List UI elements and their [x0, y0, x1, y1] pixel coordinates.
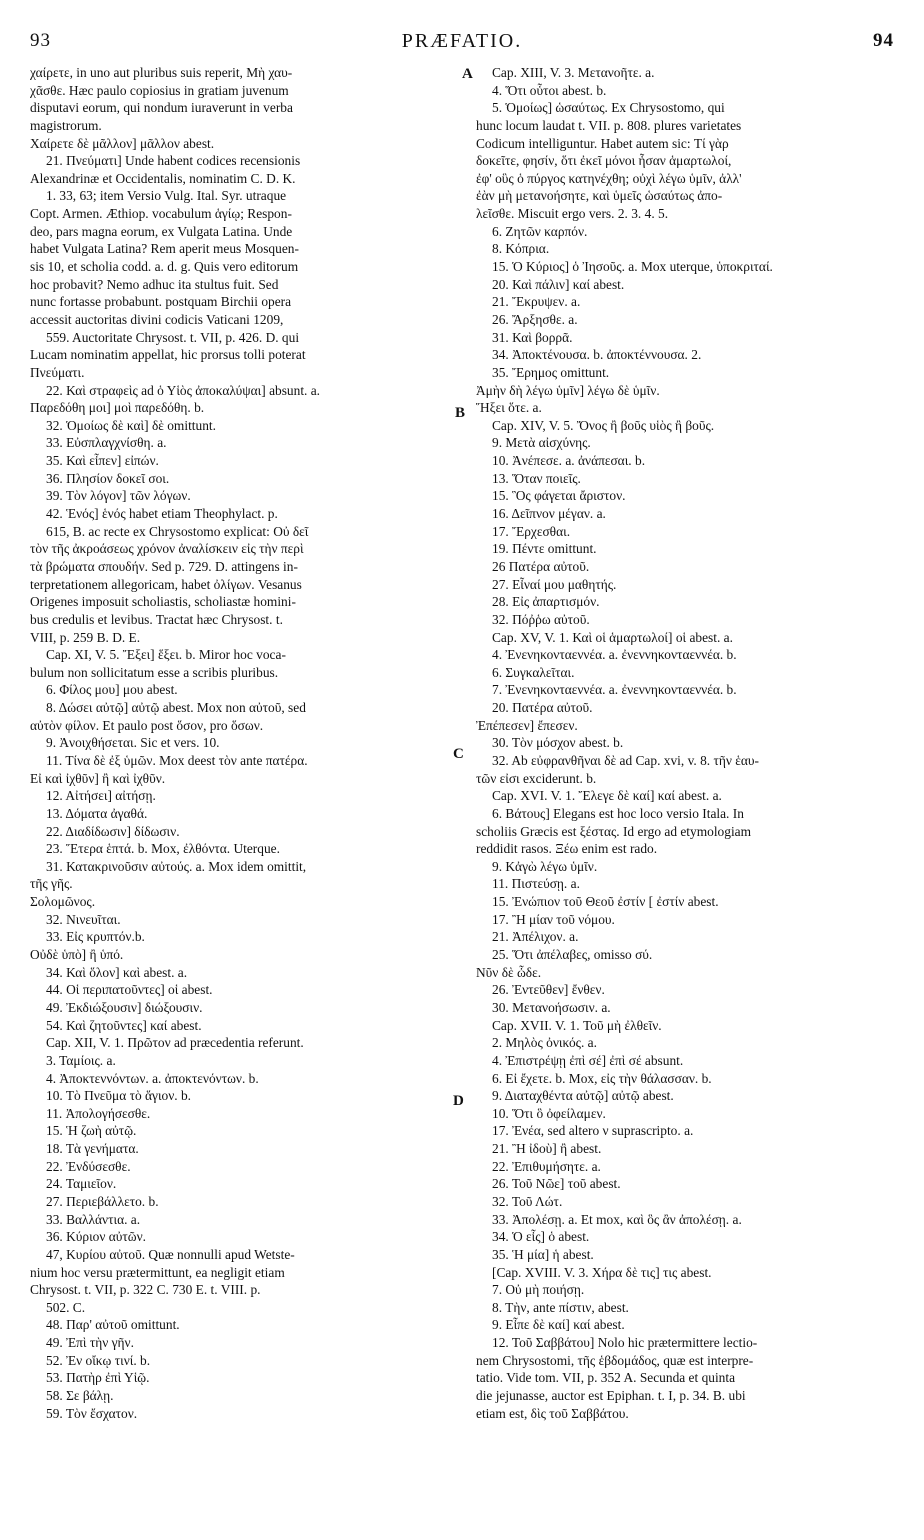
text-line: Σολομῶνος.	[30, 894, 96, 910]
text-line: 24. Ταμιεῖον.	[46, 1176, 117, 1192]
text-line: 4. Ὅτι οὗτοι abest. b.	[492, 82, 607, 98]
text-line: 11. Τίνα δὲ ἐξ ὑμῶν. Mox deest τὸν ante πατέρα.	[46, 752, 308, 768]
text-line: 502. C.	[46, 1299, 86, 1315]
text-line: 8. Τὴν, ante πίστιν, abest.	[492, 1299, 629, 1315]
text-line: 15. Ὃς φάγεται ἄριστον.	[492, 488, 626, 504]
text-line: 12. Τοῦ Σαββάτου] Nolo hic prætermittere lectio-	[492, 1335, 758, 1351]
text-line: 26 Πατέρα αὐτοῦ.	[492, 558, 590, 574]
text-line: Origenes imposuit scholiastis, scholiastæ homini-	[30, 594, 296, 610]
text-line: 6. Ζητῶν καρπόν.	[492, 223, 588, 239]
text-line: 54. Καὶ ζητοῦντες] καί abest.	[46, 1017, 202, 1033]
text-line: 33. Εὐσπλαγχνίσθη. a.	[46, 435, 167, 451]
text-line: Cap. XIV, V. 5. Ὄνος ἢ βοῦς υἱὸς ἢ βοῦς.	[492, 417, 715, 433]
text-line: 21. Ἔκρυψεν. a.	[492, 294, 581, 310]
text-line: 31. Καὶ βορρᾶ.	[492, 329, 573, 345]
text-line: 22. Ἐπιθυμήσητε. a.	[492, 1158, 601, 1174]
text-line: 9. Κἀγὼ λέγω ὑμῖν.	[492, 858, 598, 874]
text-line: 16. Δεῖπνον μέγαν. a.	[492, 506, 606, 522]
page-title: PRÆFATIO.	[401, 30, 523, 52]
text-line: Ἥξει ὅτε. a.	[476, 400, 542, 416]
text-line: hoc probavit? Nemo adhuc ita stultus fuit. Sed	[30, 276, 279, 292]
text-line: 36. Πλησίον δοκεῖ σοι.	[46, 470, 170, 486]
text-line: 49. Ἐκδιώξουσιν] διώξουσιν.	[46, 999, 203, 1015]
text-line: Ἀμὴν δὴ λέγω ὑμῖν] λέγω δὲ ὑμῖν.	[476, 382, 660, 398]
text-line: 42. Ἑνός] ἑνός habet etiam Theophylact. p.	[46, 506, 278, 522]
text-line: 9. Ἀνοιχθήσεται. Sic et vers. 10.	[46, 735, 220, 751]
left-column	[30, 64, 448, 1422]
text-line: Cap. XIII, V. 3. Μετανοῆτε. a.	[492, 65, 655, 80]
text-line: 22. Διαδίδωσιν] δίδωσιν.	[46, 823, 180, 839]
text-line: VIII, p. 259 B. D. E.	[30, 629, 141, 645]
text-line: 15. Ὁ Κύριος] ὁ Ἰησοῦς. a. Mox uterque, ὑποκριταί.	[492, 259, 773, 275]
text-line: 10. Ὅτι ὃ ὀφείλαμεν.	[492, 1105, 606, 1121]
text-line: 33. Βαλλάντια. a.	[46, 1211, 141, 1227]
text-line: 1. 33, 63; item Versio Vulg. Ital. Syr. utraque	[46, 188, 287, 204]
text-line: 10. Ἀνέπεσε. a. ἀνάπεσαι. b.	[492, 453, 646, 469]
text-line: 4. Ἐνενηκονταεννέα. a. ἐνεννηκονταεννέα. b.	[492, 647, 737, 663]
text-line: Cap. XII, V. 1. Πρῶτον ad præcedentia referunt.	[46, 1035, 304, 1051]
text-line: 2. Μηλὸς ὀνικός. a.	[492, 1035, 597, 1051]
text-line: 33. Εἰς κρυπτόν.b.	[46, 929, 145, 945]
text-line: αὐτὸν φίλον. Et paulo post ὅσον, pro ὅσων.	[30, 717, 264, 733]
text-line: Παρεδόθη μοι] μοὶ παρεδόθη. b.	[30, 400, 205, 416]
text-line: 3. Ταμίοις. a.	[46, 1052, 116, 1068]
text-line: ἐφ' οὓς ὁ πύργος κατηνέχθη; οὐχὶ λέγω ὑμῖν, ἀλλ'	[476, 170, 742, 186]
text-line: [Cap. XVIII. V. 3. Χήρα δὲ τις] τις abest.	[492, 1264, 712, 1280]
text-line: 11. Πιστεύσῃ. a.	[492, 876, 580, 892]
text-line: 23. Ἕτερα ἑπτά. b. Mox, ἐλθόντα. Uterque.	[46, 841, 280, 857]
text-line: Πνεύματι.	[30, 364, 85, 380]
text-line: accessit auctoritas divini codicis Vaticani 1209,	[30, 311, 284, 327]
text-line: 6. Βάτους] Elegans est hoc loco versio Itala. In	[492, 805, 744, 821]
text-line: 31. Κατακρινοῦσιν αὐτούς. a. Mox idem omittit,	[46, 858, 307, 874]
text-line: 615, B. ac recte ex Chrysostomo explicat: Οὐ δεῖ	[46, 523, 309, 539]
text-line: 35. Ἔρημος omittunt.	[492, 364, 610, 380]
text-line: ἐὰν μὴ μετανοήσητε, καὶ ὑμεῖς ὡσαύτως ἀπο-	[476, 188, 723, 204]
text-line: 5. Ὁμοίως] ὡσαύτως. Ex Chrysostomo, qui	[492, 100, 725, 116]
text-line: 21. Ἀπέλιχον. a.	[492, 929, 579, 945]
text-line: 4. Ἐπιστρέψῃ ἐπὶ σέ] ἐπὶ σέ absunt.	[492, 1052, 684, 1068]
text-line: 58. Σε βάλῃ.	[46, 1388, 114, 1404]
text-line: 49. Ἐπὶ τὴν γῆν.	[46, 1335, 134, 1351]
page-header	[30, 30, 894, 58]
text-line: tatio. Vide tom. VII, p. 352 A. Secunda et quinta	[476, 1370, 736, 1386]
text-line: 32. Ab εὐφρανθῆναι δὲ ad Cap. xvi, v. 8. τῆν ἑαυ-	[492, 752, 759, 768]
margin-marker-d: D	[453, 1093, 464, 1109]
text-line: 20. Καὶ πάλιν] καί abest.	[492, 276, 625, 292]
text-line: 15. Ἡ ζωὴ αὐτῷ.	[46, 1123, 137, 1139]
text-line: 26. Ἐντεῦθεν] ἔνθεν.	[492, 982, 605, 998]
text-line: 26. Τοῦ Νῶε] τοῦ abest.	[492, 1176, 621, 1192]
text-line: 9. Διαταχθέντα αὐτῷ] αὐτῷ abest.	[492, 1088, 674, 1104]
text-line: 47, Κυρίου αὐτοῦ. Quæ nonnulli apud Wetste-	[46, 1246, 295, 1262]
text-line: Cap. XVII. V. 1. Τοῦ μὴ ἐλθεῖν.	[492, 1017, 662, 1033]
text-line: τὸν τῆς ἀκροάσεως χρόνον ἀναλίσκειν εἰς τὴν περὶ	[30, 541, 304, 557]
text-line: 20. Πατέρα αὐτοῦ.	[492, 700, 593, 716]
text-line: 21. Πνεύματι] Unde habent codices recensionis	[46, 153, 301, 169]
margin-marker-a: A	[462, 66, 473, 82]
text-line: 4. Ἀποκτεννόντων. a. ἀποκτενόντων. b.	[46, 1070, 259, 1086]
text-line: 27. Περιεβάλλετο. b.	[46, 1194, 159, 1209]
text-line: 35. Ἡ μία] ἡ abest.	[492, 1246, 594, 1262]
text-line: 6. Εἰ ἔχετε. b. Mox, εἰς τὴν θάλασσαν. b.	[492, 1070, 712, 1086]
text-line: Νῦν δὲ ὧδε.	[476, 964, 542, 980]
text-line: magistrorum.	[30, 117, 102, 133]
text-line: 22. Ἐνδύσεσθε.	[46, 1158, 131, 1174]
text-line: 6. Φίλος μου] μου abest.	[46, 682, 178, 698]
text-line: 17. Ἐνέα, sed altero ν suprascripto. a.	[492, 1123, 694, 1139]
text-line: 15. Ἐνώπιον τοῦ Θεοῦ ἐστίν [ ἐστίν abest.	[492, 894, 719, 910]
text-line: 39. Τὸν λόγον] τῶν λόγων.	[46, 488, 191, 504]
text-line: nunc fortasse probabunt. postquam Birchii opera	[30, 294, 292, 310]
text-line: scholiis Græcis est ξέστας. Id ergo ad etymologiam	[476, 823, 752, 839]
text-line: 28. Εἰς ἀπαρτισμόν.	[492, 594, 600, 610]
margin-marker-b: B	[455, 405, 466, 421]
text-line: 10. Τὸ Πνεῦμα τὸ ἅγιον. b.	[46, 1088, 192, 1104]
text-line: 30. Τὸν μόσχον abest. b.	[492, 735, 624, 751]
text-line: 32. Πόῤῥω αὐτοῦ.	[492, 611, 590, 627]
text-line: 32. Ὁμοίως δὲ καὶ] δὲ omittunt.	[46, 417, 216, 433]
text-line: Chrysost. t. VII, p. 322 C. 730 E. t. VIII. p.	[30, 1282, 261, 1298]
text-line: Cap. XVI. V. 1. Ἔλεγε δὲ καί] καί abest. a.	[492, 788, 722, 804]
text-line: nem Chrysostomi, τῆς ἑβδομάδος, quæ est interpre-	[476, 1352, 754, 1368]
text-line: 34. Καὶ ὅλον] καὶ abest. a.	[46, 964, 188, 980]
text-line: deo, pars magna eorum, ex Vulgata Latina. Unde	[30, 223, 293, 239]
text-line: 34. Ὁ εἷς] ὁ abest.	[492, 1229, 590, 1245]
text-line: hunc locum laudat t. VII. p. 808. plures varietates	[476, 117, 742, 133]
text-line: 21. Ἢ ἰδοὺ] ἢ abest.	[492, 1141, 602, 1157]
text-line: 30. Μετανοήσωσιν. a.	[492, 999, 611, 1015]
text-line: Cap. XV, V. 1. Καὶ οἱ ἁμαρτωλοί] οἱ abest. a.	[492, 629, 733, 645]
text-line: sis 10, et scholia codd. a. d. g. Quis vero editorum	[30, 259, 299, 275]
text-line: Lucam nominatim appellat, hic prorsus tolli poterat	[30, 347, 306, 363]
text-line: 44. Οἱ περιπατοῦντες] οἱ abest.	[46, 982, 213, 998]
text-line: 12. Αἰτήσει] αἰτήσῃ.	[46, 788, 156, 804]
text-line: 19. Πέντε omittunt.	[492, 541, 597, 557]
text-line: χᾶσθε. Hæc paulo copiosius in gratiam juvenum	[30, 82, 289, 98]
text-line: 9. Μετὰ αἰσχύνης.	[492, 435, 591, 451]
text-line: 6. Συγκαλεῖται.	[492, 664, 575, 680]
text-line: 26. Ἄρξησθε. a.	[492, 311, 578, 327]
text-line: reddidit rasos. Ξέω enim est rado.	[476, 841, 658, 857]
text-line: 34. Ἀποκτένουσα. b. ἀποκτέννουσα. 2.	[492, 347, 702, 363]
text-line: 17. Ἔρχεσθαι.	[492, 523, 571, 539]
text-line: 8. Κόπρια.	[492, 241, 550, 257]
text-line: bus credulis et levibus. Tractat hæc Chrysost. t.	[30, 611, 283, 627]
text-line: 48. Παρ' αὐτοῦ omittunt.	[46, 1317, 180, 1333]
text-line: 35. Καὶ εἶπεν] εἰπών.	[46, 453, 159, 469]
text-line: 559. Auctoritate Chrysost. t. VII, p. 426. D. qui	[46, 329, 300, 345]
text-line: disputavi eorum, qui nondum iuraverunt in verba	[30, 100, 293, 116]
text-line: λεῖσθε. Miscuit ergo vers. 2. 3. 4. 5.	[476, 206, 669, 222]
text-line: Copt. Armen. Æthiop. vocabulum ἁγίῳ; Respon-	[30, 206, 292, 222]
text-line: 8. Δώσει αὐτῷ] αὐτῷ abest. Mox non αὐτοῦ, sed	[46, 700, 306, 716]
text-line: 36. Κύριον αὐτῶν.	[46, 1229, 147, 1245]
text-line: 32. Τοῦ Λώτ.	[492, 1194, 563, 1209]
text-line: 9. Εἶπε δὲ καί] καί abest.	[492, 1317, 625, 1333]
text-line: bulum non sollicitatum esse a scribis pluribus.	[30, 664, 279, 680]
text-line: χαίρετε, in uno aut pluribus suis reperit, Μὴ χαυ-	[30, 65, 293, 80]
text-line: 17. Ἢ μίαν τοῦ νόμου.	[492, 911, 615, 927]
text-line: Εἰ καὶ ἰχθῦν] ἢ καὶ ἰχθῦν.	[30, 770, 166, 786]
text-line: 59. Τὸν ἔσχατον.	[46, 1405, 138, 1421]
text-line: Alexandrinæ et Occidentalis, nominatim C. D. K.	[30, 170, 296, 186]
text-line: 7. Οὐ μὴ ποιήσῃ.	[492, 1282, 585, 1298]
text-line: 32. Νινευῖται.	[46, 911, 121, 927]
text-line: δοκεῖτε, φησίν, ὅτι ἐκεῖ μόνοι ἦσαν ἁμαρτωλοί,	[476, 153, 732, 169]
text-line: Ἐπέπεσεν] ἔπεσεν.	[476, 717, 578, 733]
text-line: τῆς γῆς.	[30, 876, 73, 892]
text-line: habet Vulgata Latina? Rem aperit meus Mosquen-	[30, 241, 299, 257]
text-line: τὰ βρώματα σπουδήν. Sed p. 729. D. attingens in-	[30, 558, 298, 574]
text-line: 13. Δόματα ἀγαθά.	[46, 805, 148, 821]
text-line: 27. Εἶναί μου μαθητής.	[492, 576, 617, 592]
text-line: 13. Ὅταν ποιεῖς.	[492, 470, 581, 486]
text-line: 25. Ὅτι ἀπέλαβες, omisso σύ.	[492, 947, 653, 963]
text-line: Cap. XI, V. 5. Ἔξει] ἕξει. b. Miror hoc voca-	[46, 647, 286, 663]
text-line: 18. Τὰ γενήματα.	[46, 1141, 139, 1157]
right-column	[476, 64, 896, 1422]
text-line: 52. Ἐν οἴκῳ τινί. b.	[46, 1352, 151, 1368]
text-line: Χαίρετε δὲ μᾶλλον] μᾶλλον abest.	[30, 135, 215, 151]
margin-marker-c: C	[453, 746, 464, 762]
text-line: 22. Καὶ στραφεὶς ad ὁ Υἱὸς ἀποκαλύψαι] absunt. a.	[46, 382, 321, 398]
text-line: 7. Ἐνενηκονταεννέα. a. ἐνεννηκονταεννέα. b.	[492, 682, 737, 698]
text-line: die jejunasse, auctor est Epiphan. t. I, p. 34. B. ubi	[476, 1388, 746, 1404]
text-line: 53. Πατὴρ ἐπὶ Υἱῷ.	[46, 1370, 150, 1386]
text-line: 33. Ἀπολέσῃ. a. Et mox, καὶ ὃς ἂν ἀπολέσῃ. a.	[492, 1211, 742, 1227]
text-line: Οὐδὲ ὑπὸ] ἢ ὑπό.	[30, 947, 124, 963]
text-line: 11. Ἀπολογήσεσθε.	[46, 1105, 151, 1121]
text-line: terpretationem allegoricam, habet ὀλίγων. Vesanus	[30, 576, 302, 592]
left-page-number: 93	[30, 30, 51, 51]
text-line: etiam est, δὶς τοῦ Σαββάτου.	[476, 1405, 629, 1421]
text-line: τῶν εἰσι exciderunt. b.	[476, 770, 597, 786]
text-line: Codicum intelliguntur. Habet autem sic: Τί γὰρ	[476, 135, 729, 151]
text-line: nium hoc versu prætermittunt, ea negligit etiam	[30, 1264, 285, 1280]
right-page-number: 94	[873, 30, 894, 51]
